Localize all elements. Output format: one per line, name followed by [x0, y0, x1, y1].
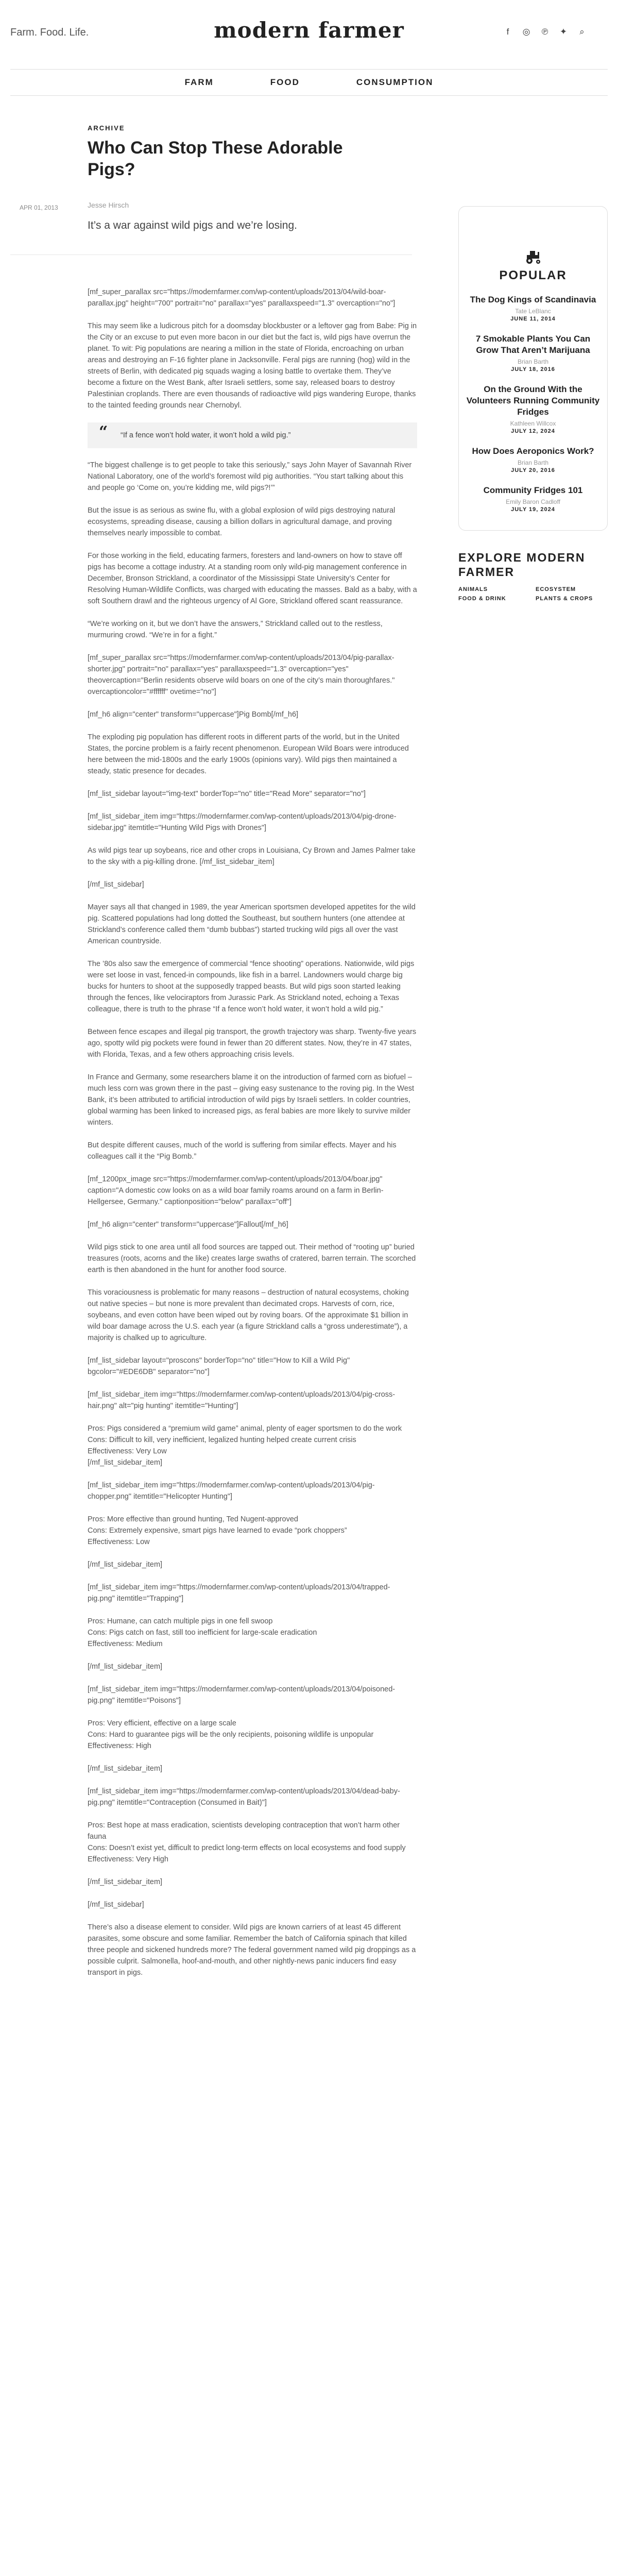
search-icon[interactable]: ⌕ [579, 27, 585, 37]
popular-heading: POPULAR [499, 268, 567, 282]
article-paragraph: [mf_super_parallax src="https://modernfarmer.com/wp-content/uploads/2013/04/wild-boar-parallax.jpg" height="700" portrait="no" parallax="yes" parallaxspeed="1.3" overcaption="no"] [88, 288, 396, 308]
popular-item-date: JULY 18, 2016 [511, 366, 555, 372]
popular-item[interactable] [459, 333, 607, 372]
popular-item[interactable] [459, 384, 607, 434]
article-paragraph: In France and Germany, some researchers blame it on the introduction of farmed corn as biofuel – much less corn was grown there in the past – giving easy sustenance to the roving pig. In the West Bank, it’s been attributed to artificial introduction of wild pigs by Israeli settlers. In colder countries, global warming has been linked to increased pigs, as feral babies are more likely to survive milder winters. [88, 1073, 415, 1127]
article-paragraph: [mf_list_sidebar layout="img-text" borderTop="no" title="Read More" separator="no"] [88, 790, 366, 798]
article-paragraph: But the issue is as serious as swine flu, with a global explosion of wild pigs destroying natural ecosystems, spreading disease, causing a billion dollars in agricultural damage, and proving themselves nearly impossible to combat. [88, 506, 396, 537]
instagram-icon[interactable]: ◎ [522, 27, 530, 37]
article-paragraph: [mf_list_sidebar_item img="https://modernfarmer.com/wp-content/uploads/2013/04/trapped-pig.png" itemtitle="Trapping"] [88, 1583, 390, 1603]
article-paragraph: Pros: Very efficient, effective on a large scale Cons: Hard to guarantee pigs will be the only recipients, poisoning wildlife is unpopular Effectiveness: High [88, 1719, 374, 1750]
nav-farm[interactable]: FARM [184, 77, 214, 87]
article-paragraph: [/mf_list_sidebar] [88, 880, 144, 889]
article-kicker[interactable]: ARCHIVE [88, 124, 125, 132]
popular-item-author: Brian Barth [517, 459, 549, 466]
tractor-icon [524, 250, 542, 264]
popular-item[interactable] [459, 294, 607, 322]
popular-item-title: Community Fridges 101 [483, 485, 583, 495]
nav-consumption[interactable]: CONSUMPTION [356, 77, 434, 87]
article-date: APR 01, 2013 [20, 204, 58, 211]
article-paragraph: This may seem like a ludicrous pitch for a doomsday blockbuster or a leftover gag from Babe: Pig in the City or an excuse to put even more bacon in our diet but the fact is, wild pigs have overrun the planet. To wit: Pig populations are nearing a million in the state of Florida, encroaching on urban areas and destroying an F-16 fighter plane in Jacksonville. Feral pigs are running (hog) wild in the streets of Berlin, with dedicated pig squads waging a losing battle to overtake them. They’ve become a fixture on the West Bank, after Israeli settlers, some say, released boars to destroy Palestinian croplands. There are even thousands of radioactive wild pigs wandering Europe, thanks to the tainted feeding grounds near Chernobyl. [88, 322, 417, 410]
article-paragraph: [/mf_list_sidebar_item] [88, 1663, 163, 1671]
social-links [503, 27, 587, 37]
article-paragraph: As wild pigs tear up soybeans, rice and other crops in Louisiana, Cy Brown and James Palmer take to the sky with a pig-killing drone. [/mf_list_sidebar_item] [88, 846, 416, 866]
article-paragraph: “We’re working on it, but we don’t have the answers,” Strickland called out to the restless, murmuring crowd. “We’re in for a fight.” [88, 620, 383, 639]
article-paragraph: Pros: More effective than ground hunting, Ted Nugent-approved Cons: Extremely expensive, smart pigs have learned to evade “pork choppers” Effectiveness: Low [88, 1515, 347, 1546]
article-paragraph: [/mf_list_sidebar_item] [88, 1561, 163, 1569]
article-paragraph: This voraciousness is problematic for many reasons – destruction of natural ecosystems, choking out native species – but none is more prevalent than decimated crops. Harvests of corn, rice, soybeans, and even cotton have been wiped out by roving boars. Of the approximate $1 billion in wild boar damage across the U.S. each year (a figure Strickland calls a “gross underestimate”), a majority is chalked up to agriculture. [88, 1289, 409, 1342]
article-paragraph: [/mf_list_sidebar_item] [88, 1765, 163, 1773]
article-paragraph: The ’80s also saw the emergence of commercial “fence shooting” operations. Nationwide, wild pigs were set loose in vast, fenced-in compounds, like fish in a barrel. Landowners would charge big bucks for hunters to shoot at the supposedly trapped beasts. But wild pigs soon started leaking through the fences, like velociraptors from Jurassic Park. As Strickland noted, echoing a Texas colleague, there is truth to the phrase “If a fence won’t hold water, it won’t hold a wild pig.” [88, 960, 415, 1013]
article-paragraph: Between fence escapes and illegal pig transport, the growth trajectory was sharp. Twenty-five years ago, spotty wild pig pockets were found in fewer than 20 different states. Now, they’re in 47 states, with Florida, Texas, and a few others approaching crisis levels. [88, 1028, 417, 1059]
popular-item[interactable] [459, 446, 607, 473]
popular-item-title: How Does Aeroponics Work? [472, 446, 594, 456]
pull-quote-text: “If a fence won’t hold water, it won’t hold a wild pig.” [121, 431, 291, 439]
article-body [88, 286, 417, 1990]
article-author[interactable]: Jesse Hirsch [88, 201, 129, 209]
popular-item[interactable] [459, 485, 607, 513]
article-paragraph: [/mf_list_sidebar_item] [88, 1878, 163, 1886]
category-link[interactable]: ECOSYSTEM [536, 586, 576, 592]
article-paragraph: Wild pigs stick to one area until all food sources are tapped out. Their method of “rooting up” buried treasures (roots, acorns and the like) creates large swaths of cratered, barren terrain. The scorched earth is then abandoned in the hunt for another food source. [88, 1243, 416, 1274]
twitter-icon[interactable]: ✦ [559, 27, 568, 37]
article-dek: It’s a war against wild pigs and we’re losing. [88, 219, 297, 231]
popular-item-author: Emily Baron Cadloff [506, 498, 560, 505]
article-paragraph: Pros: Best hope at mass eradication, scientists developing contraception that won’t harm other fauna Cons: Doesn’t exist yet, difficult to predict long-term effects on local ecosystems and food supply Effectiveness: Very High [88, 1821, 406, 1863]
article-paragraph: “The biggest challenge is to get people to take this seriously,” says John Mayer of Savannah River National Laboratory, one of the world’s foremost wild pig authorities. “You start talking about this and people go ‘Come on, you’re kidding me, wild pigs?!’” [88, 461, 412, 492]
article-paragraph: Pros: Humane, can catch multiple pigs in one fell swoop Cons: Pigs catch on fast, still too inefficient for large-scale eradication Effectiveness: Medium [88, 1617, 317, 1648]
popular-item-author: Kathleen Willcox [510, 420, 556, 427]
article-paragraph: For those working in the field, educating farmers, foresters and land-owners on how to stave off pigs has become a cottage industry. At a standing room only wild-pig management conference in December, Bronson Strickland, a coordinator of the Mississippi State University’s Center for Resolving Human-Wildlife Conflicts, was charged with educating the masses. Bald as a baby, with a soft Southern drawl and the righteous urgency of Al Gore, Strickland offered scant reassurance. [88, 552, 417, 605]
article-paragraph: [mf_list_sidebar_item img="https://modernfarmer.com/wp-content/uploads/2013/04/poisoned-pig.png" itemtitle="Poisons"] [88, 1685, 396, 1705]
article-paragraph: [mf_list_sidebar_item img="https://modernfarmer.com/wp-content/uploads/2013/04/pig-chopper.png" itemtitle="Helicopter Hunting"] [88, 1481, 375, 1501]
popular-item-date: JULY 20, 2016 [511, 467, 555, 473]
main-nav [10, 69, 608, 96]
site-header [0, 0, 618, 57]
article-paragraph: [mf_super_parallax src="https://modernfarmer.com/wp-content/uploads/2013/04/pig-parallax-shorter.jpg" portrait="no" parallax="yes" parallaxspeed="1.3" overcaption="yes" theovercaption="Berlin residents observe wild boars on one of the city’s main thoroughfares." overcaptioncolor="#ffffff" ovetime="no"] [88, 654, 395, 696]
sidebar [458, 206, 608, 602]
site-tagline: Farm. Food. Life. [10, 27, 89, 38]
popular-item-title: 7 Smokable Plants You Can Grow That Aren’t Marijuana [475, 334, 591, 355]
category-link[interactable]: PLANTS & CROPS [536, 596, 593, 602]
article-paragraph: [/mf_list_sidebar] [88, 1901, 144, 1909]
popular-item-author: Brian Barth [517, 358, 549, 365]
article-paragraph: But despite different causes, much of the world is suffering from similar effects. Mayer and his colleagues call it the “Pig Bomb.” [88, 1141, 397, 1161]
article-paragraph: [mf_list_sidebar_item img="https://modernfarmer.com/wp-content/uploads/2013/04/pig-drone-sidebar.jpg" itemtitle="Hunting Wild Pigs with Drones"] [88, 812, 397, 832]
facebook-icon[interactable]: f [506, 27, 509, 37]
pinterest-icon[interactable]: ℗ [541, 27, 548, 37]
site-logo[interactable]: modern farmer [214, 18, 404, 43]
article-paragraph: [mf_h6 align="center" transform="uppercase"]Fallout[/mf_h6] [88, 1221, 288, 1229]
popular-item-title: On the Ground With the Volunteers Running Community Fridges [466, 384, 600, 417]
pull-quote [88, 422, 417, 448]
article-paragraph: [mf_list_sidebar_item img="https://modernfarmer.com/wp-content/uploads/2013/04/pig-cross-hair.png" alt="pig hunting" itemtitle="Hunting"] [88, 1391, 396, 1410]
article-paragraph: [mf_h6 align="center" transform="uppercase"]Pig Bomb[/mf_h6] [88, 710, 299, 719]
article-paragraph: Pros: Pigs considered a “premium wild game” animal, plenty of eager sportsmen to do the work Cons: Difficult to kill, very inefficient, legalized hunting helped create current crisis Effectiveness: Very Low [/mf_list_sidebar_item] [88, 1425, 402, 1467]
popular-box [458, 206, 608, 531]
article-paragraph: The exploding pig population has different roots in different parts of the world, but in the United States, the porcine problem is a fairly recent phenomenon. European Wild Boars were introduced here between the mid-1800s and the early 1900s (opinions vary). Wild pigs then maintained a steady, static presence for decades. [88, 733, 409, 775]
popular-item-date: JULY 19, 2024 [511, 506, 555, 513]
popular-item-date: JUNE 11, 2014 [510, 316, 556, 322]
category-list [458, 586, 608, 602]
popular-item-title: The Dog Kings of Scandinavia [470, 295, 596, 304]
category-link[interactable]: ANIMALS [458, 586, 488, 592]
article-paragraph: [mf_list_sidebar_item img="https://modernfarmer.com/wp-content/uploads/2013/04/dead-baby-pig.png" itemtitle="Contraception (Consumed in Bait)"] [88, 1787, 400, 1807]
article-title: Who Can Stop These Adorable Pigs? [88, 138, 343, 179]
category-link[interactable]: FOOD & DRINK [458, 596, 506, 602]
explore-heading: EXPLORE MODERN FARMER [458, 551, 586, 579]
nav-food[interactable]: FOOD [270, 77, 300, 87]
popular-list [459, 294, 607, 513]
article-paragraph: Mayer says all that changed in 1989, the year American sportsmen developed appetites for the wild pig. Scattered populations had long dotted the Southeast, but southern hunters (one attendee at Strickland’s conference called them “dumb bubbas”) started trucking wild pigs all over the vast American countryside. [88, 903, 416, 945]
popular-item-date: JULY 12, 2024 [511, 428, 555, 434]
article-paragraph: [mf_list_sidebar layout="proscons" borderTop="no" title="How to Kill a Wild Pig" bgcolor="#EDE6DB" separator="no"] [88, 1357, 350, 1376]
popular-item-author: Tate LeBlanc [515, 308, 551, 315]
article-paragraph: There’s also a disease element to consider. Wild pigs are known carriers of at least 45 different parasites, some obscure and some familiar. Remember the batch of California spinach that killed three people and sickened hundreds more? The federal government named wild pig droppings as a possible culprit. Salmonella, hoof-and-mouth, and other nightly-news panic inducers find easy transport in pigs. [88, 1923, 416, 1977]
quote-icon: “ [99, 423, 108, 441]
article-paragraph: [mf_1200px_image src="https://modernfarmer.com/wp-content/uploads/2013/04/boar.jpg" caption="A domestic cow looks on as a wild boar family roams around on a farm in Berlin-Hellgersee, Germany." captionposition="below" parallax="off"] [88, 1175, 384, 1206]
